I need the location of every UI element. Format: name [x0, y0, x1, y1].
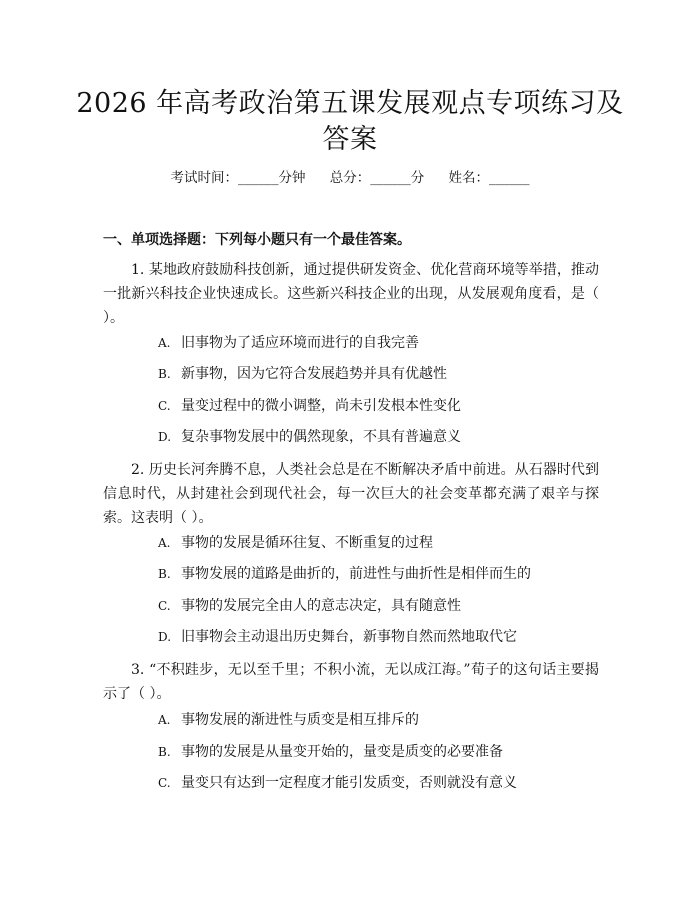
option-letter: D. [158, 630, 172, 644]
question-3-option-b [158, 741, 503, 763]
option-text: 复杂事物发展中的偶然现象，不具有普遍意义 [181, 429, 461, 445]
option-text: 事物发展的渐进性与质变是相互排斥的 [181, 712, 419, 728]
option-letter: A. [158, 713, 171, 727]
section-heading: 一、单项选择题：下列每小题只有一个最佳答案。 [103, 232, 411, 248]
document-title-line-1: 2026 年高考政治第五课发展观点专项练习及 [76, 88, 624, 119]
option-letter: D. [158, 430, 172, 444]
question-2-option-d [158, 626, 517, 648]
option-letter: C. [158, 599, 171, 613]
question-3-option-a [158, 709, 419, 731]
question-3-option-c [158, 772, 517, 794]
option-text: 事物的发展是循环往复、不断重复的过程 [181, 535, 433, 551]
question-1-option-d [158, 426, 461, 448]
question-1-option-b [158, 363, 447, 385]
option-text: 量变过程中的微小调整，尚未引发根本性变化 [181, 398, 461, 414]
total-score-field: 总分：______分 [329, 170, 425, 186]
option-text: 事物的发展是从量变开始的，量变是质变的必要准备 [181, 744, 503, 760]
student-name-field: 姓名：______ [448, 170, 530, 186]
document-title-line-2: 答案 [322, 124, 378, 155]
option-letter: B. [158, 745, 171, 759]
question-2-stem: 2. 历史长河奔腾不息，人类社会总是在不断解决矛盾中前进。从石器时代到信息时代，从封建社会到现代社会，每一次巨大的社会变革都充满了艰辛与探索。这表明（ ）。 [103, 462, 599, 526]
question-1-option-a [158, 332, 419, 354]
option-text: 新事物，因为它符合发展趋势并具有优越性 [181, 366, 447, 382]
option-text: 事物发展的道路是曲折的，前进性与曲折性是相伴而生的 [181, 566, 531, 582]
option-text: 事物的发展完全由人的意志决定，具有随意性 [181, 598, 461, 614]
question-1-stem: 1. 某地政府鼓励科技创新，通过提供研发资金、优化营商环境等举措，推动一批新兴科技企业快速成长。这些新兴科技企业的出现，从发展观角度看，是（ ）。 [103, 262, 599, 326]
question-2-option-a [158, 532, 433, 554]
question-2-option-b [158, 563, 531, 585]
option-letter: C. [158, 776, 171, 790]
question-1-option-c [158, 395, 461, 417]
option-letter: A. [158, 336, 171, 350]
option-text: 量变只有达到一定程度才能引发质变，否则就没有意义 [181, 775, 517, 791]
option-letter: C. [158, 399, 171, 413]
question-3-stem: 3. “不积跬步，无以至千里；不积小流，无以成江海。”荀子的这句话主要揭示了（ ）。 [103, 662, 599, 702]
option-text: 旧事物会主动退出历史舞台，新事物自然而然地取代它 [181, 629, 517, 645]
exam-info [0, 168, 700, 188]
exam-time-field: 考试时间：______分钟 [170, 170, 306, 186]
question-2-option-c [158, 595, 461, 617]
option-letter: B. [158, 567, 171, 581]
option-letter: B. [158, 367, 171, 381]
option-letter: A. [158, 536, 171, 550]
option-text: 旧事物为了适应环境而进行的自我完善 [181, 335, 419, 351]
